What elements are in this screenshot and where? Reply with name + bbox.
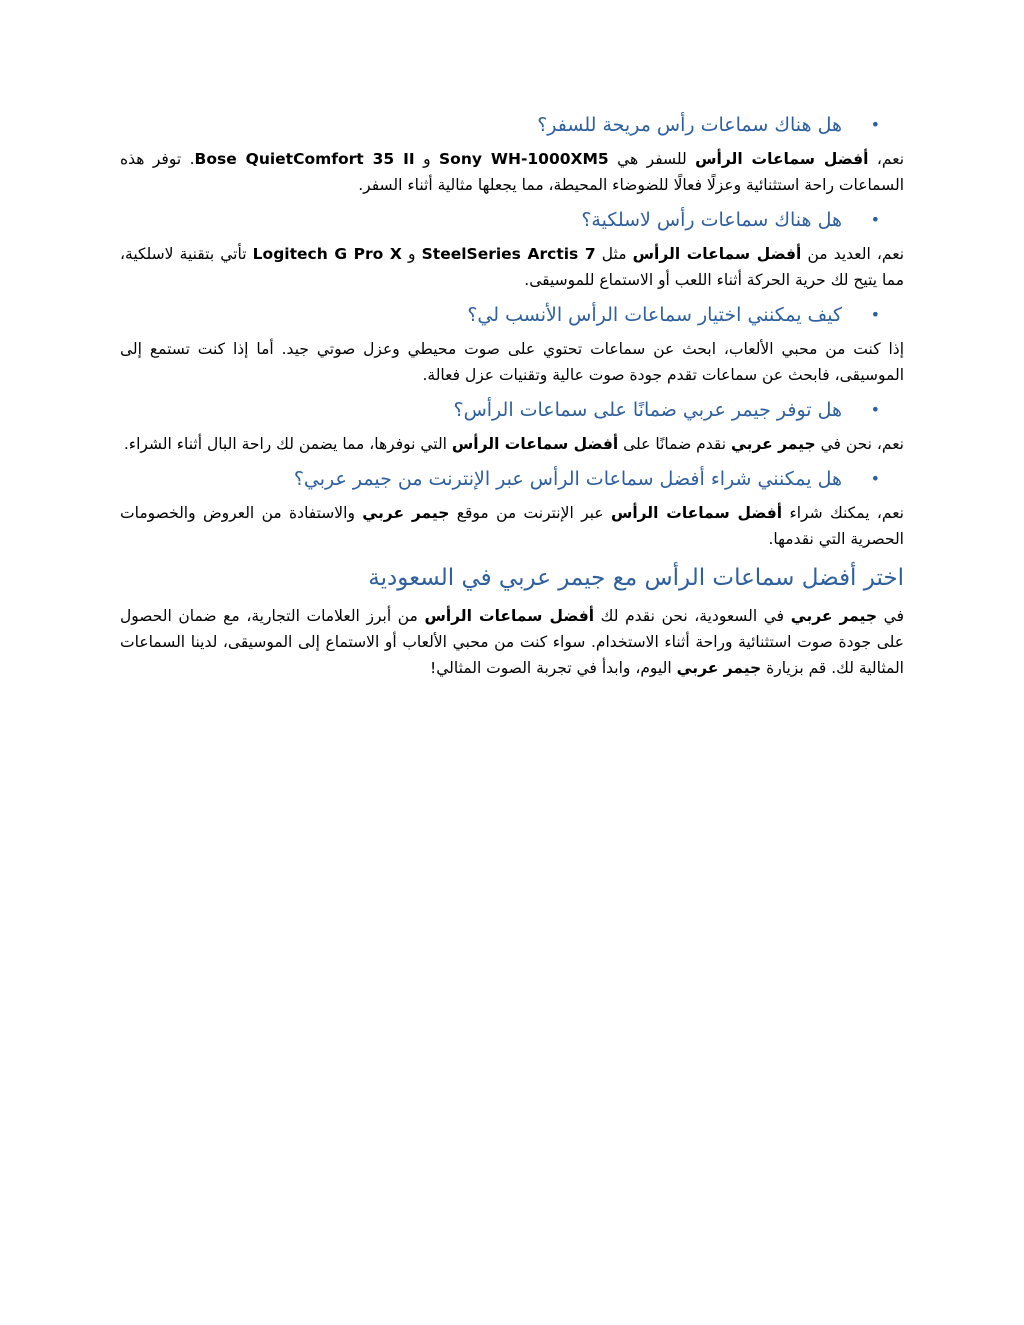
faq-question (120, 397, 904, 423)
faq-question (120, 207, 904, 233)
answer-bold: أفضل سماعات الرأس (695, 150, 869, 168)
answer-text: و (414, 150, 440, 168)
bullet-icon: • (870, 305, 880, 324)
faq-question (120, 302, 904, 328)
bullet-icon: • (870, 115, 880, 134)
answer-bold: جيمر عربي (730, 435, 816, 453)
bullet-icon: • (870, 400, 880, 419)
faq-question-text: هل توفر جيمر عربي ضمانًا على سماعات الرأس؟ (453, 399, 842, 421)
section-heading: اختر أفضل سماعات الرأس مع جيمر عربي في السعودية (368, 565, 904, 591)
paragraph-bold: أفضل سماعات الرأس (424, 607, 595, 625)
product-name: SteelSeries Arctis 7 (421, 245, 596, 263)
product-name: Sony WH-1000XM5 (439, 150, 609, 168)
document-page (120, 112, 904, 690)
answer-text: تأتي بتقنية لاسلكية، مما يتيح لك حرية الحركة أثناء اللعب أو الاستماع للموسيقى. (120, 245, 904, 289)
answer-text: نعم، (868, 150, 905, 168)
product-name: Bose QuietComfort 35 II (194, 150, 415, 168)
faq-question (120, 112, 904, 138)
paragraph-text: في السعودية، نحن نقدم لك (594, 607, 791, 625)
faq-question-text: هل هناك سماعات رأس مريحة للسفر؟ (537, 114, 842, 136)
answer-text: إذا كنت من محبي الألعاب، ابحث عن سماعات تحتوي على صوت محيطي وعزل صوتي جيد. أما إذا كنت تستمع إلى الموسيقى، فابحث عن سماعات تقدم جودة صوت عالية وتقنيات عزل فعالة. (120, 340, 904, 384)
product-name: Logitech G Pro X (252, 245, 402, 263)
paragraph-text: من أبرز العلامات التجارية، مع ضمان الحصول على جودة صوت استثنائية وراحة أثناء الاستخدام. سواء كنت من محبي الألعاب أو الاستماع إلى الموسيقى، لدينا السماعات المثالية لك. قم بزيارة (120, 607, 904, 677)
faq-answer (120, 146, 904, 198)
answer-bold: أفضل سماعات الرأس (451, 435, 619, 453)
paragraph-text: اليوم، وابدأ في تجربة الصوت المثالي! (430, 659, 677, 677)
faq-answer (120, 500, 904, 552)
bullet-icon: • (870, 469, 880, 488)
closing-paragraph (120, 603, 904, 681)
answer-text: و (401, 245, 422, 263)
paragraph-bold: جيمر عربي (676, 659, 762, 677)
answer-text: نعم، العديد من (801, 245, 905, 263)
faq-question-text: هل هناك سماعات رأس لاسلكية؟ (581, 209, 842, 231)
answer-bold: جيمر عربي (362, 504, 450, 522)
answer-text: نعم، نحن في (815, 435, 904, 453)
paragraph-bold: جيمر عربي (790, 607, 878, 625)
answer-text: التي نوفرها، مما يضمن لك راحة البال أثناء الشراء. (123, 435, 452, 453)
faq-question-text: كيف يمكنني اختيار سماعات الرأس الأنسب لي؟ (467, 304, 842, 326)
answer-text: . توفر هذه السماعات راحة استثنائية وعزلًا فعالًا للضوضاء المحيطة، مما يجعلها مثالية أثناء السفر. (120, 150, 904, 194)
answer-text: مثل (595, 245, 633, 263)
faq-answer (120, 336, 904, 388)
faq-question-text: هل يمكنني شراء أفضل سماعات الرأس عبر الإنترنت من جيمر عربي؟ (293, 468, 842, 490)
answer-text: والاستفادة من العروض والخصومات الحصرية التي نقدمها. (120, 504, 904, 548)
answer-text: عبر الإنترنت من موقع (449, 504, 611, 522)
faq-answer (120, 431, 904, 457)
answer-text: نقدم ضمانًا على (618, 435, 731, 453)
bullet-icon: • (870, 210, 880, 229)
answer-text: نعم، يمكنك شراء (782, 504, 904, 522)
faq-answer (120, 241, 904, 293)
answer-bold: أفضل سماعات الرأس (632, 245, 802, 263)
answer-bold: أفضل سماعات الرأس (610, 504, 783, 522)
faq-question (120, 466, 904, 492)
answer-text: للسفر هي (608, 150, 696, 168)
paragraph-text: في (877, 607, 904, 625)
